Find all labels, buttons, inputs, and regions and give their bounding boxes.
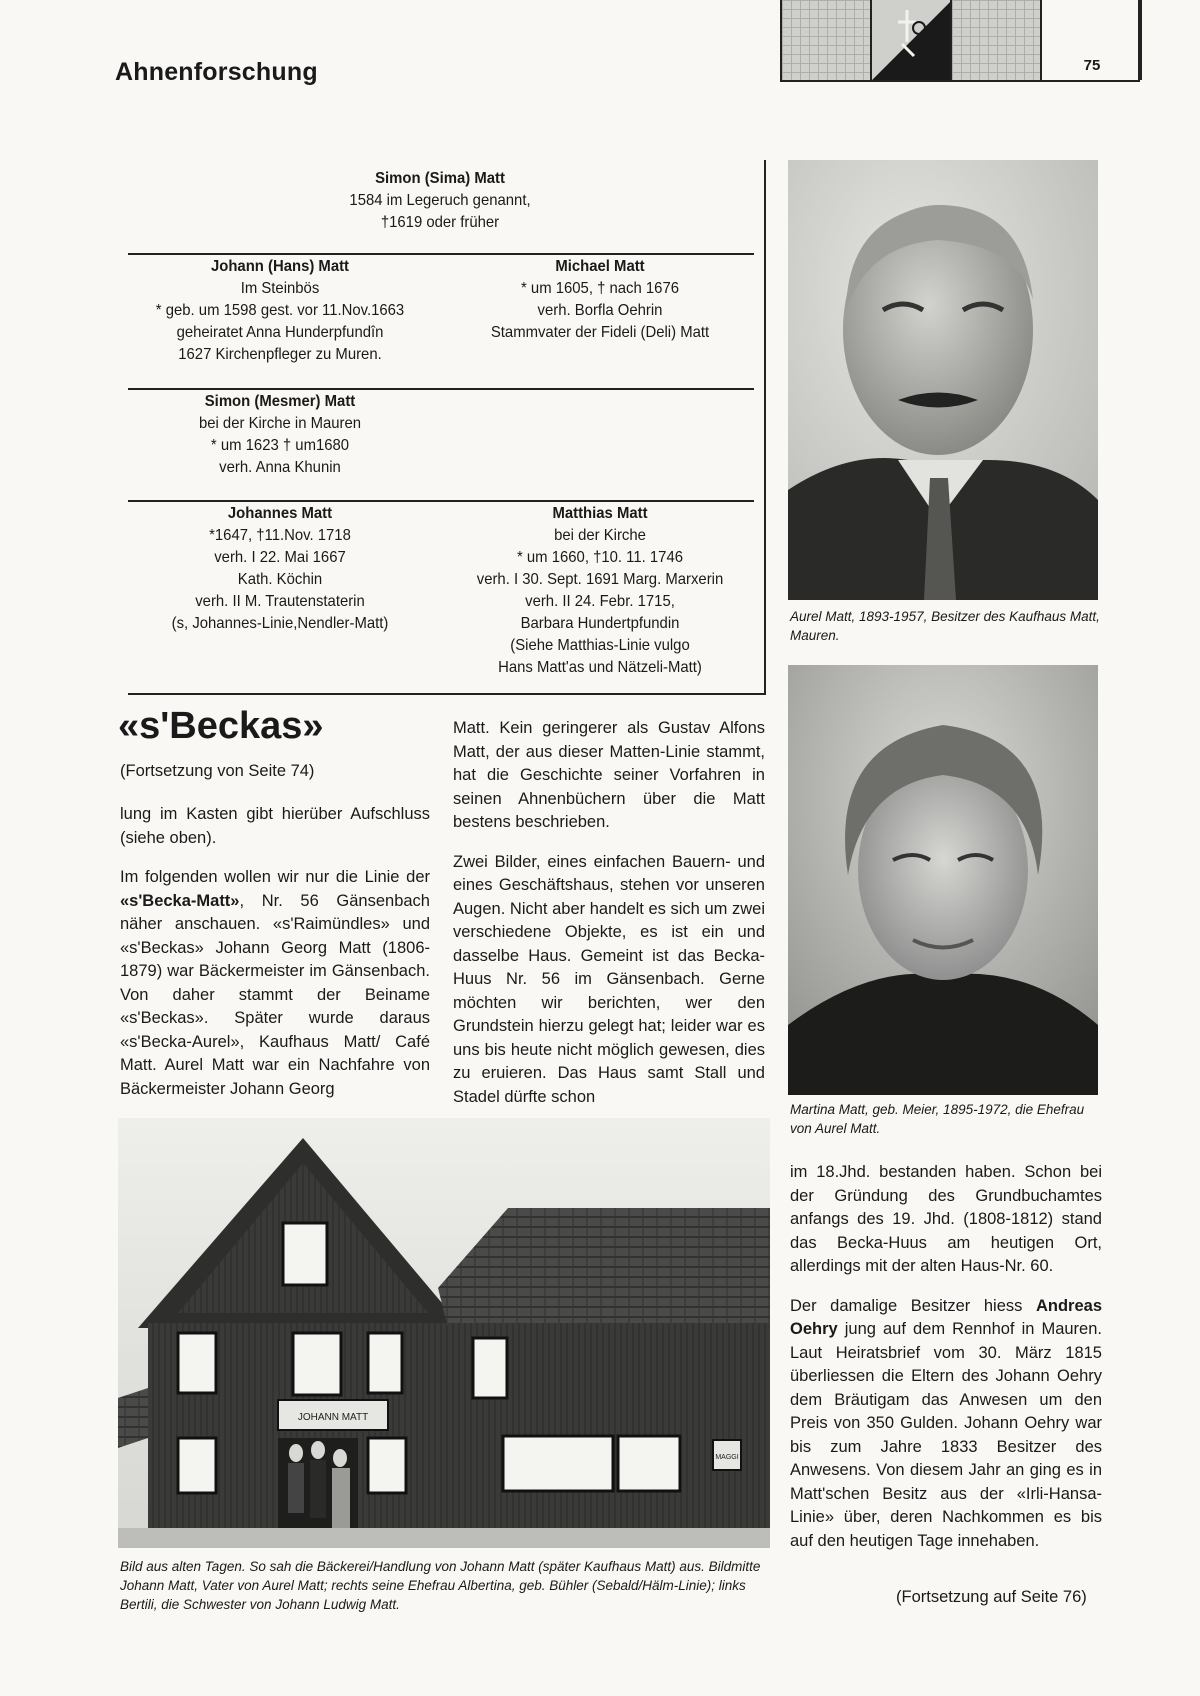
caption-martina: Martina Matt, geb. Meier, 1895-1972, die Ehefrau von Aurel Matt.: [790, 1102, 1085, 1136]
paragraph: Zwei Bilder, eines einfachen Bauern- und eines Geschäftshaus, stehen vor unseren Augen. Nicht aber handelt es sich um zwei verschiedene Objekte, es ist ein und dasselbe Haus. Gemeint ist das Becka-Huus Nr. 56 im Gänsenbach. Gerne möchten wir berichten, wer den Grundstein hierzu gelegt hat; leider war es uns bis heute nicht möglich gewesen, dies zu eruieren. Das Haus samt Stall und Stadel dürfte schon: [453, 852, 765, 1106]
person-detail: geheiratet Anna Hunderpfundîn: [176, 324, 384, 341]
person-name: Simon (Sima) Matt: [375, 170, 505, 187]
continue-note: (Fortsetzung auf Seite 76): [896, 1588, 1087, 1606]
house-sign2-text: MAGGI: [715, 1454, 739, 1461]
house-sign-text: JOHANN MATT: [297, 1412, 369, 1423]
portrait-martina-matt: [788, 665, 1098, 1095]
person-detail: †1619 oder früher: [380, 214, 500, 231]
gen3: [122, 391, 438, 479]
person-detail: verh. I 30. Sept. 1691 Marg. Marxerin: [476, 571, 724, 588]
paragraph: [120, 866, 430, 1101]
genealogy-rule: [128, 693, 766, 695]
person-detail: 1627 Kirchenpfleger zu Muren.: [178, 346, 382, 363]
person-detail: verh. Borfla Oehrin: [537, 302, 663, 319]
person-detail: * geb. um 1598 gest. vor 11.Nov.1663: [155, 302, 405, 319]
article-column-3: [790, 1161, 1102, 1569]
person-detail: bei der Kirche in Mauren: [198, 415, 362, 432]
text-run: jung auf dem Rennhof in Mauren. Laut Heiratsbrief vom 30. März 1815 überliessen die Eltern des Johann Oehry dem Bräutigam das Anwesen um den Preis von 350 Gulden. Johann Oehry war bis zum Jahre 1833 Besitzer des Anwesens. Von diesem Jahr an ging es in Matt'schen Besitz aus der «Irli-Hansa-Linie» über, deren Nachkommen es bis auf den heutigen Tage innehaben.: [790, 1320, 1102, 1550]
gen4-right: [451, 503, 749, 679]
page-number: 75: [1083, 57, 1101, 74]
person-detail: * um 1605, † nach 1676: [520, 280, 680, 297]
person-detail: verh. Anna Khunin: [219, 459, 341, 476]
grid-cell: [780, 0, 872, 80]
person-detail: * um 1660, †10. 11. 1746: [516, 549, 684, 566]
person-detail: (Siehe Matthias-Linie vulgo: [510, 637, 690, 654]
text-run: Im folgenden wollen wir nur die Linie der: [120, 868, 430, 886]
person-detail: (s, Johannes-Linie,Nendler-Matt): [171, 615, 389, 632]
article-title: «s'Beckas»: [118, 705, 324, 747]
gen2-right: [451, 256, 749, 344]
paragraph: [790, 1295, 1102, 1554]
bold-term: Andreas Oehry: [790, 1296, 1102, 1338]
header-grid: [780, 0, 1140, 82]
portrait-aurel-image: [788, 160, 1098, 600]
caption-house: Bild aus alten Tagen. So sah die Bäckerei/Handlung von Johann Matt (später Kaufhaus Matt) aus. Bildmitte Johann Matt, Vater von Aurel Matt; rechts seine Ehefrau Albertina, geb. Bühler (Sebald/Hälm-Linie); links Bertili, die Schwester von Johann Ludwig Matt.: [120, 1559, 761, 1612]
person-detail: Kath. Köchin: [237, 571, 323, 588]
person-detail: 1584 im Legeruch genannt,: [349, 192, 531, 209]
person-detail: * um 1623 † um1680: [210, 437, 350, 454]
person-detail: verh. II M. Trautenstaterin: [195, 593, 365, 610]
emblem-cell: [870, 0, 952, 80]
person-detail: Im Steinbös: [240, 280, 320, 297]
portrait-aurel-matt: [788, 160, 1098, 600]
house-image: [118, 1118, 770, 1548]
gen2-left: [122, 256, 438, 366]
grid-border: [1138, 0, 1142, 80]
gen-root: [282, 168, 598, 234]
genealogy-divider: [764, 160, 766, 695]
house-photo: [118, 1118, 770, 1548]
person-detail: verh. I 22. Mai 1667: [214, 549, 346, 566]
paragraph: Matt. Kein geringerer als Gustav Alfons Matt, der aus dieser Matten-Linie stammt, hat die Geschichte seiner Vorfahren in seinen Ahnenbüchern über die Matt bestens beschrieben.: [453, 719, 765, 831]
person-detail: *1647, †11.Nov. 1718: [209, 527, 351, 544]
person-name: Johann (Hans) Matt: [210, 258, 350, 275]
paragraph: lung im Kasten gibt hierüber Aufschluss (siehe oben).: [120, 805, 430, 847]
genealogy-rule: [128, 388, 754, 390]
person-name: Matthias Matt: [552, 505, 648, 522]
bold-term: «s'Becka-Matt»: [120, 891, 240, 910]
paragraph: im 18.Jhd. bestanden haben. Schon bei der Gründung des Grundbuchamtes anfangs des 19. Jhd. (1808-1812) stand das Becka-Huus am heutigen Ort, allerdings mit der alten Haus-Nr. 60.: [790, 1163, 1102, 1275]
person-detail: Barbara Hundertpfundin: [520, 615, 680, 632]
article-column-2: [453, 717, 765, 1125]
caption-aurel: Aurel Matt, 1893-1957, Besitzer des Kaufhaus Matt, Mauren.: [790, 609, 1100, 643]
person-detail: Hans Matt'as und Nätzeli-Matt): [498, 659, 702, 676]
person-name: Simon (Mesmer) Matt: [204, 393, 356, 410]
person-detail: verh. II 24. Febr. 1715,: [525, 593, 675, 610]
text-run: , Nr. 56 Gänsenbach näher anschauen. «s'Raimündles» und «s'Beckas» Johann Georg Matt (1806-1879) war Bäckermeister im Gänsenbach. Von daher stammt der Beiname «s'Beckas». Später wurde daraus «s'Becka-Aurel», Kaufhaus Matt/ Café Matt. Aurel Matt war ein Nachfahre von Bäckermeister Johann Georg: [120, 891, 430, 1098]
genealogy-rule: [128, 500, 754, 502]
person-name: Johannes Matt: [227, 505, 333, 522]
article-column-1: [120, 803, 430, 1117]
article-subtitle: (Fortsetzung von Seite 74): [120, 762, 315, 780]
person-detail: bei der Kirche: [554, 527, 646, 544]
person-detail: Stammvater der Fideli (Deli) Matt: [490, 324, 710, 341]
person-name: Michael Matt: [555, 258, 645, 275]
grid-cell: [950, 0, 1042, 80]
genealogy-rule: [128, 253, 754, 255]
section-title: Ahnenforschung: [115, 58, 318, 86]
text-run: Der damalige Besitzer hiess: [790, 1296, 1036, 1315]
page-number-cell: [1040, 0, 1142, 80]
gen4-left: [122, 503, 438, 635]
portrait-martina-image: [788, 665, 1098, 1095]
coat-of-arms-icon: [872, 0, 952, 80]
